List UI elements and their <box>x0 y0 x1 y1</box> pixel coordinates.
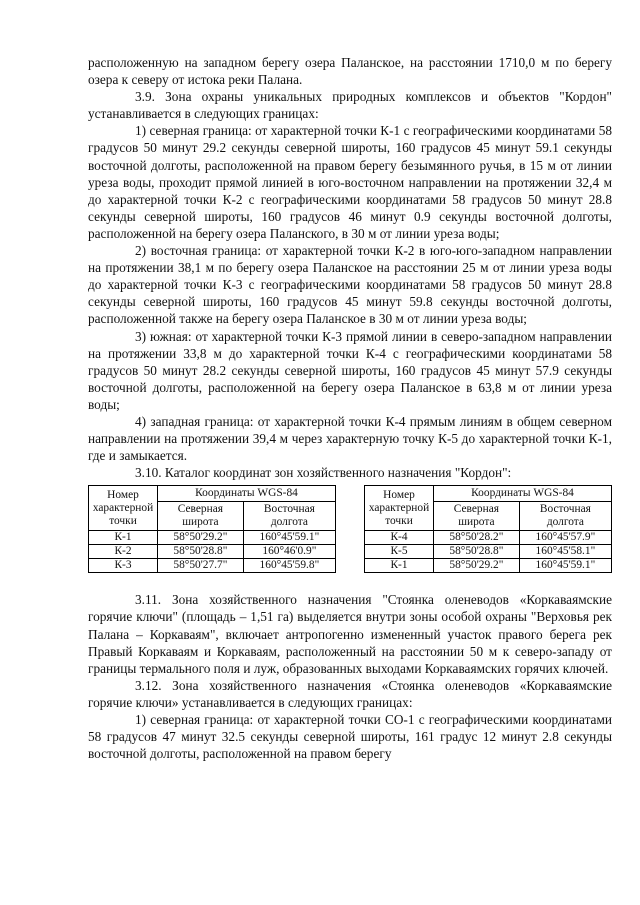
cell-lat: 58°50'27.7" <box>158 559 244 573</box>
table-row <box>89 559 336 573</box>
header-coords: Координаты WGS-84 <box>158 486 336 502</box>
cell-lat: 58°50'29.2" <box>434 559 520 573</box>
header-lon: Восточная долгота <box>243 502 335 531</box>
paragraph: 1) северная граница: от характерной точки СО-1 с географическими координатами 58 градусов 47 минут 32.5 секунды северной широты, 161 градус 12 минут 2.8 секунды восточной долготы, расположенной на правом берегу <box>88 712 612 762</box>
table-row <box>89 531 336 545</box>
header-point: Номер характерной точки <box>365 486 434 531</box>
header-lon: Восточная долгота <box>519 502 611 531</box>
paragraphs-top <box>88 54 612 481</box>
cell-lon: 160°45'59.1" <box>243 531 335 545</box>
coordinate-tables <box>88 485 612 573</box>
cell-lon: 160°45'57.9" <box>519 531 611 545</box>
document-page <box>88 54 612 762</box>
cell-point: К-3 <box>89 559 158 573</box>
paragraph: 3.12. Зона хозяйственного назначения «Стоянка оленеводов «Коркаваямские горячие ключи» устанавливается в следующих границах: <box>88 677 612 710</box>
table-row <box>365 545 612 559</box>
cell-lon: 160°45'59.8" <box>243 559 335 573</box>
cell-lat: 58°50'28.8" <box>158 545 244 559</box>
paragraph: 1) северная граница: от характерной точки К-1 с географическими координатами 58 градусов 50 минут 29.2 секунды северной широты, 160 градусов 45 минут 59.1 секунды восточной долготы, расположенной на правом берегу безымянного ручья, в 15 м от линии уреза воды, проходит прямой линией в юго-восточном направлении на протяжении 32,4 м до характерной точки К-2 с географическими координатами 58 градусов 50 минут 28.8 секунды северной широты, 160 градусов 46 минут 0.9 секунды восточной долготы, расположенной на берегу озера Паланского, в 30 м от линии уреза воды; <box>88 123 612 241</box>
table-row <box>89 545 336 559</box>
cell-lat: 58°50'28.2" <box>434 531 520 545</box>
coordinates-table-left <box>88 485 336 573</box>
cell-lat: 58°50'29.2" <box>158 531 244 545</box>
cell-point: К-1 <box>89 531 158 545</box>
paragraph: расположенную на западном берегу озера Паланское, на расстоянии 1710,0 м по берегу озера к северу от истока реки Палана. <box>88 55 612 88</box>
cell-point: К-1 <box>365 559 434 573</box>
cell-lon: 160°46'0.9" <box>243 545 335 559</box>
cell-lon: 160°45'58.1" <box>519 545 611 559</box>
paragraph: 3.11. Зона хозяйственного назначения "Стоянка оленеводов «Коркаваямские горячие ключи" (площадь – 1,51 га) выделяется внутри зоны особой охраны "Верховья рек Палана – Коркаваям", включает антропогенно измененный участок правого берега рек Правый Коркаваям и Коркаваям, расположенный на расстоянии 50 м к северо-западу от границы термального поля и луж, образованных выходами Коркаваямских горячих ключей. <box>88 592 612 676</box>
cell-lat: 58°50'28.8" <box>434 545 520 559</box>
header-coords: Координаты WGS-84 <box>434 486 612 502</box>
coordinates-table-right <box>364 485 612 573</box>
paragraph: 3.10. Каталог координат зон хозяйственного назначения "Кордон": <box>135 465 512 481</box>
paragraph: 2) восточная граница: от характерной точки К-2 в юго-юго-западном направлении на протяжении 38,1 м по берегу озера Паланское на расстоянии 25 м от линии уреза воды до характерной точки К-3 с географическими координатами 58 градусов 50 минут 28.8 секунды северной широты, 160 градусов 45 минут 59.8 секунды восточной долготы, расположенной также на берегу озера Паланское в 30 м от линии уреза воды; <box>88 243 612 327</box>
paragraphs-bottom <box>88 591 612 762</box>
header-point: Номер характерной точки <box>89 486 158 531</box>
cell-point: К-4 <box>365 531 434 545</box>
table-row <box>365 559 612 573</box>
header-lat: Северная широта <box>158 502 244 531</box>
paragraph: 4) западная граница: от характерной точки К-4 прямым линиям в общем северном направлении на протяжении 39,4 м через характерную точку К-5 до характерной точки К-1, где и замыкается. <box>88 413 612 464</box>
paragraph: 3) южная: от характерной точки К-3 прямой линии в северо-западном направлении на протяжении 33,8 м до характерной точки К-4 с географическими координатами 58 градусов 50 минут 28.2 секунды северной широты, 160 градусов 45 минут 57.9 секунды восточной долготы, расположенной на берегу озера Паланское в 63,8 м от линии уреза воды; <box>88 328 612 412</box>
header-lat: Северная широта <box>434 502 520 531</box>
paragraph: 3.9. Зона охраны уникальных природных комплексов и объектов "Кордон" устанавливается в следующих границах: <box>88 89 612 122</box>
cell-lon: 160°45'59.1" <box>519 559 611 573</box>
cell-point: К-5 <box>365 545 434 559</box>
cell-point: К-2 <box>89 545 158 559</box>
table-row <box>365 531 612 545</box>
